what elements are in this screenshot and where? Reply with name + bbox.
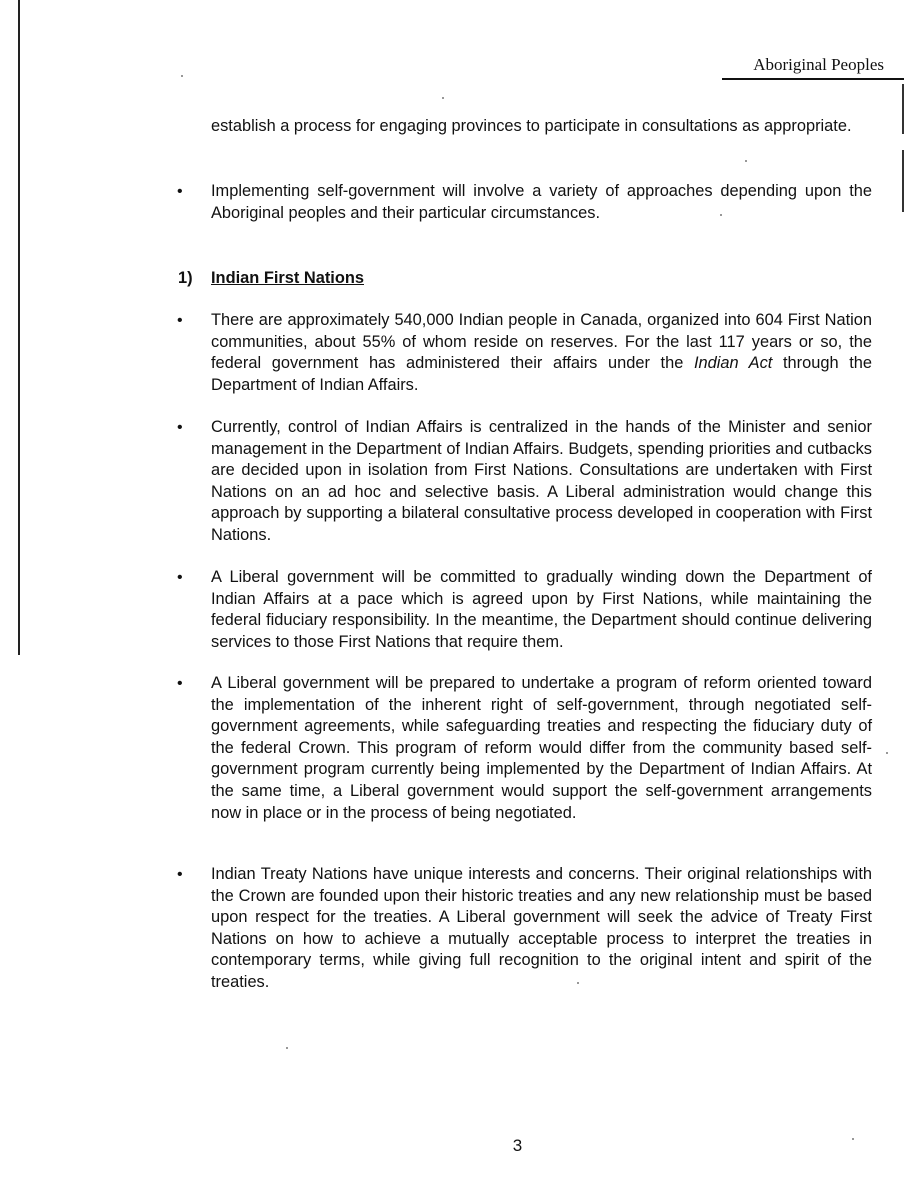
scan-speck [720, 214, 722, 216]
bullet-paragraph: A Liberal government will be committed to gradually winding down the Department of Indian Affairs at a pace which is agreed upon by First Nations, while maintaining the federal fiduciary responsibility. In the meantime, the Department should continue delivering services to those First Nations that require them. [211, 568, 872, 651]
bullet-marker: • [177, 569, 183, 586]
header-rule [722, 78, 904, 80]
bullet-paragraph: Currently, control of Indian Affairs is centralized in the hands of the Minister and senior management in the Department of Indian Affairs. Budgets, spending priorities and cutbacks are decided upon in isolation from First Nations. Consultations are undertaken with First Nations on an ad hoc and selective basis. A Liberal administration would change this approach by supporting a bilateral consultative process developed in cooperation with First Nations. [211, 418, 872, 544]
running-header: Aboriginal Peoples [753, 55, 884, 74]
scan-speck [852, 1138, 854, 1140]
scan-speck [577, 982, 579, 984]
paragraph-text: There are approximately 540,000 Indian people in Canada, organized into 604 First Nation communities, about 55% of whom reside on reserves. For the last 117 years or so, the federal government has administered their affairs under the [211, 311, 872, 373]
bullet-marker: • [177, 675, 183, 692]
paragraph-text: through the Department of Indian Affairs. [211, 354, 872, 394]
continuation-paragraph: establish a process for engaging provinces to participate in consultations as appropriate. [211, 117, 852, 135]
scan-speck [745, 160, 747, 162]
binding-edge-line [18, 0, 20, 655]
act-title: Indian Act [693, 354, 773, 373]
bullet-marker: • [177, 312, 183, 329]
page-number: 3 [512, 1136, 523, 1155]
margin-mark-lower [902, 150, 904, 212]
scan-speck [181, 75, 183, 77]
bullet-paragraph: Implementing self-government will involve a variety of approaches depending upon the Aboriginal peoples and their particular circumstances. [211, 182, 872, 222]
bullet-paragraph [211, 310, 872, 396]
section-number: 1) [178, 269, 193, 287]
scan-speck [442, 97, 444, 99]
bullet-paragraph: A Liberal government will be prepared to undertake a program of reform oriented toward the implementation of the inherent right of self-government, through negotiated self-government agreements, while safeguarding treaties and respecting the fiduciary duty of the federal Crown. This program of reform would differ from the community based self-government program currently being implemented by the Department of Indian Affairs. At the same time, a Liberal government would support the self-government arrangements now in place or in the process of being negotiated. [211, 674, 872, 822]
bullet-marker: • [177, 419, 183, 436]
scan-speck [286, 1047, 288, 1049]
bullet-paragraph: Indian Treaty Nations have unique interests and concerns. Their original relationships with the Crown are founded upon their historic treaties and any new relationship must be based upon respect for the treaties. A Liberal government will seek the advice of Treaty First Nations on how to achieve a mutually acceptable process to interpret the treaties in contemporary terms, while giving full recognition to the original intent and spirit of the treaties. [211, 865, 872, 991]
margin-mark-upper [902, 84, 904, 134]
bullet-marker: • [177, 183, 183, 200]
scan-speck [886, 752, 888, 754]
section-heading: Indian First Nations [211, 269, 364, 287]
bullet-marker: • [177, 866, 183, 883]
